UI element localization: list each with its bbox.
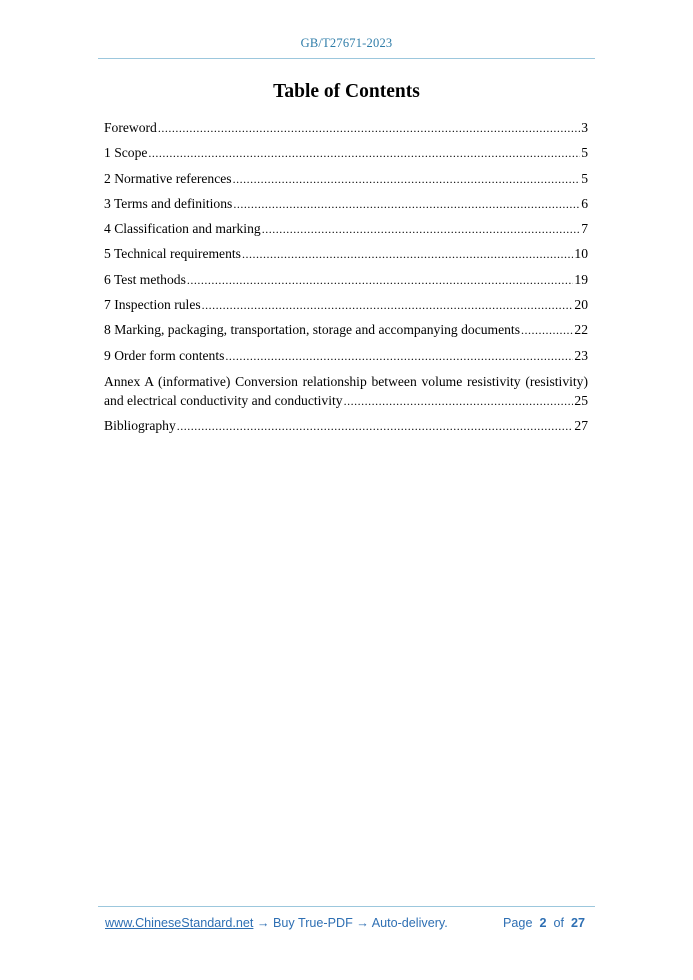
toc-entry-scope[interactable] — [104, 143, 588, 168]
toc-entry-classification-marking[interactable] — [104, 219, 588, 244]
current-page-number: 2 — [539, 916, 547, 930]
toc-entry-test-methods[interactable] — [104, 270, 588, 295]
footer-promo — [105, 916, 448, 930]
toc-entry-second-line — [104, 391, 588, 411]
document-code: GB/T27671-2023 — [300, 36, 393, 50]
toc-leader-dots — [177, 418, 574, 435]
toc-leader-dots — [148, 145, 580, 162]
toc-entry-page: 6 — [581, 195, 588, 211]
toc-leader-dots — [158, 120, 580, 137]
page-indicator — [503, 916, 585, 930]
toc-entry-page: 19 — [574, 271, 588, 287]
toc-entry-inspection-rules[interactable] — [104, 295, 588, 320]
toc-leader-dots — [202, 297, 574, 314]
toc-entry-normative-references[interactable] — [104, 169, 588, 194]
toc-entry-page: 7 — [581, 221, 588, 237]
toc-entry-page: 27 — [574, 417, 588, 433]
page-label: Page — [503, 916, 533, 930]
toc-entry-page: 23 — [574, 347, 588, 363]
toc-leader-dots — [344, 392, 574, 411]
toc-leader-dots — [521, 322, 573, 339]
total-pages-number: 27 — [570, 916, 585, 930]
page-footer — [105, 916, 585, 930]
header-divider — [98, 58, 595, 59]
toc-entry-page: 25 — [574, 392, 588, 408]
toc-leader-dots — [233, 171, 581, 188]
footer-divider — [98, 906, 595, 907]
toc-leader-dots — [262, 221, 581, 238]
of-label: of — [553, 916, 564, 930]
toc-entry-page: 10 — [574, 246, 588, 262]
toc-entry-marking-packaging[interactable] — [104, 320, 588, 345]
toc-entry-page: 5 — [581, 170, 588, 186]
toc-entry-label: 6 Test methods — [104, 271, 186, 287]
toc-entry-label: 8 Marking, packaging, transportation, storage and accompanying documents — [104, 322, 521, 338]
toc-entry-label: 4 Classification and marking — [104, 221, 261, 237]
toc-leader-dots — [225, 348, 573, 365]
toc-entry-label: Bibliography — [104, 417, 176, 433]
toc-entry-label: 3 Terms and definitions — [104, 195, 233, 211]
toc-entry-bibliography[interactable] — [104, 416, 588, 441]
toc-entry-label: 1 Scope — [104, 145, 148, 161]
toc-title: Table of Contents — [273, 81, 420, 102]
toc-entry-label-line1: Annex A (informative) Conversion relationship between volume resistivity (resistivity) — [104, 373, 588, 389]
toc-entry-page: 20 — [574, 297, 588, 313]
toc-leader-dots — [187, 272, 574, 289]
toc-entry-technical-requirements[interactable] — [104, 244, 588, 269]
toc-leader-dots — [242, 246, 573, 263]
toc-entry-page: 22 — [574, 322, 588, 338]
toc-entry-label: 7 Inspection rules — [104, 297, 201, 313]
toc-entry-label: 2 Normative references — [104, 170, 232, 186]
footer-promo-text: → Buy True-PDF → Auto-delivery. — [253, 916, 448, 930]
toc-entry-label-line2: and electrical conductivity and conductivity — [104, 392, 343, 408]
toc-entry-page: 3 — [581, 120, 588, 135]
document-header — [0, 36, 693, 51]
toc-leader-dots — [233, 196, 580, 213]
website-link[interactable]: www.ChineseStandard.net — [105, 916, 254, 930]
toc-entry-annex-a[interactable] — [104, 371, 588, 416]
toc-entry-terms-definitions[interactable] — [104, 194, 588, 219]
toc-entry-order-form[interactable] — [104, 346, 588, 371]
toc-entry-label: 5 Technical requirements — [104, 246, 241, 262]
toc-entry-page: 5 — [581, 145, 588, 161]
toc-entry-label: 9 Order form contents — [104, 347, 225, 363]
toc-entry-label: Foreword — [104, 120, 157, 135]
table-of-contents — [104, 118, 588, 441]
toc-entry-foreword[interactable] — [104, 118, 588, 143]
